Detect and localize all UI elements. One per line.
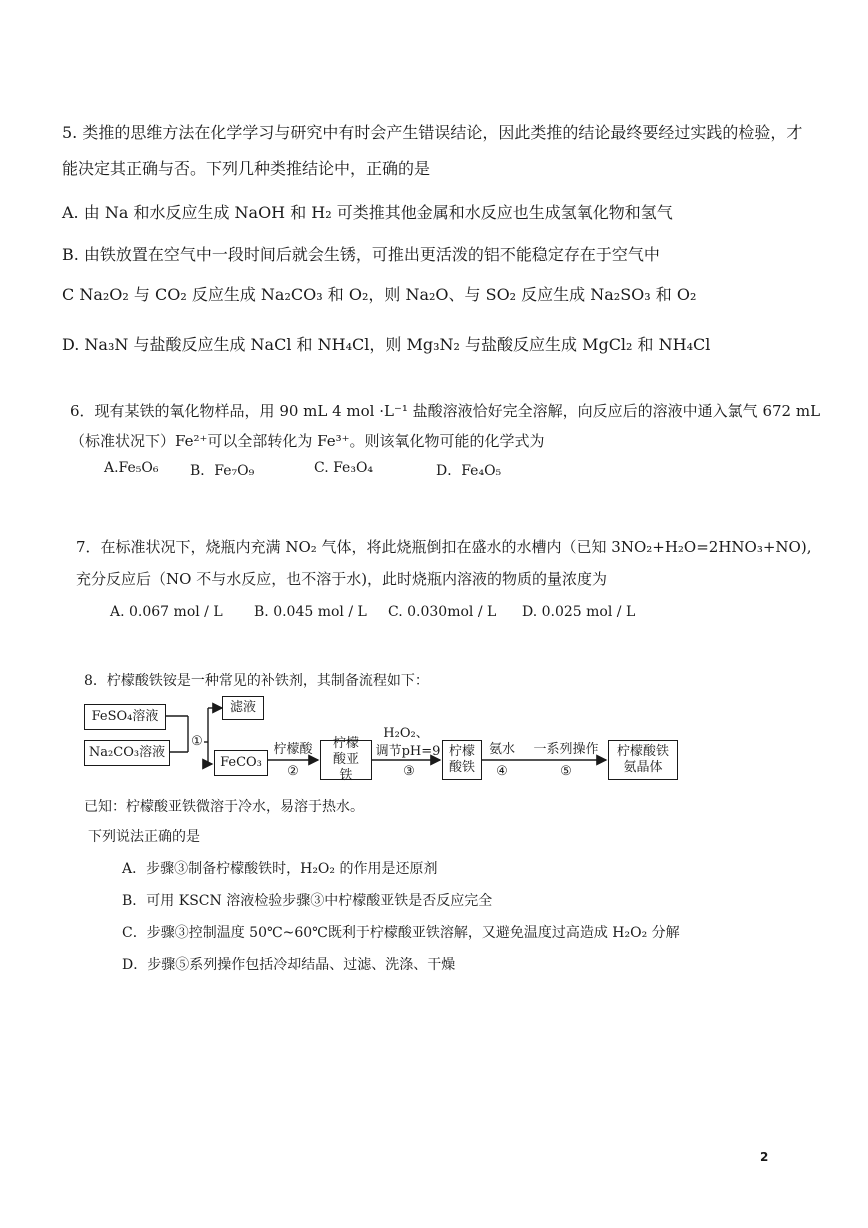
label-step2: ② bbox=[287, 764, 299, 779]
label-series-ops: 一系列操作 bbox=[533, 742, 599, 757]
box-feco3: FeCO₃ bbox=[214, 750, 268, 776]
q7-stem-line1: 7．在标准状况下，烧瓶内充满 NO₂ 气体，将此烧瓶倒扣在盛水的水槽内（已知 3NO₂+H₂O=2HNO₃+NO), bbox=[76, 538, 812, 556]
q5-option-d: D. Na₃N 与盐酸反应生成 NaCl 和 NH₄Cl，则 Mg₃N₂ 与盐酸反应生成 MgCl₂ 和 NH₄Cl bbox=[62, 335, 711, 354]
box-feso4-solution: FeSO₄溶液 bbox=[84, 704, 166, 730]
box-filtrate: 滤液 bbox=[222, 696, 264, 720]
q7-option-c: C. 0.030mol / L bbox=[388, 604, 497, 620]
q5-option-b: B. 由铁放置在空气中一段时间后就会生锈，可推出更活泼的铝不能稳定存在于空气中 bbox=[62, 245, 660, 264]
label-citric-acid: 柠檬酸 bbox=[273, 742, 313, 757]
q7-option-d: D. 0.025 mol / L bbox=[522, 604, 636, 620]
q8-known: 已知：柠檬酸亚铁微溶于冷水，易溶于热水。 bbox=[84, 799, 364, 815]
q6-options bbox=[0, 460, 868, 482]
label-step3: ③ bbox=[403, 764, 415, 779]
q5-option-c: C Na₂O₂ 与 CO₂ 反应生成 Na₂CO₃ 和 O₂，则 Na₂O、与 SO₂ 反应生成 Na₂SO₃ 和 O₂ bbox=[62, 285, 697, 304]
label-ammonia: 氨水 bbox=[488, 742, 515, 757]
q5-stem-line2: 能决定其正确与否。下列几种类推结论中，正确的是 bbox=[62, 159, 431, 178]
q6-option-d: D．Fe₄O₅ bbox=[436, 463, 502, 479]
q7-stem-line2: 充分反应后（NO 不与水反应，也不溶于水)，此时烧瓶内溶液的物质的量浓度为 bbox=[76, 570, 608, 588]
q8-option-b: B．可用 KSCN 溶液检验步骤③中柠檬酸亚铁是否反应完全 bbox=[122, 893, 493, 909]
q8-option-a: A．步骤③制备柠檬酸铁时，H₂O₂ 的作用是还原剂 bbox=[122, 861, 438, 877]
q7-options bbox=[0, 604, 868, 626]
label-step5: ⑤ bbox=[560, 764, 572, 779]
box-ferric-citrate: 柠檬酸铁 bbox=[442, 740, 482, 780]
page-number: 2 bbox=[760, 1150, 769, 1164]
label-step1: ① bbox=[191, 734, 203, 749]
q7-option-b: B. 0.045 mol / L bbox=[254, 604, 367, 620]
q7-option-a: A. 0.067 mol / L bbox=[110, 604, 223, 620]
label-reagent3-line1: H₂O₂、 bbox=[383, 726, 429, 741]
q8-stem: 8．柠檬酸铁铵是一种常见的补铁剂，其制备流程如下： bbox=[84, 673, 429, 689]
q6-option-b: B．Fe₇O₉ bbox=[190, 463, 255, 479]
q6-stem-line2: （标准状况下）Fe²⁺可以全部转化为 Fe³⁺。则该氧化物可能的化学式为 bbox=[70, 432, 545, 450]
q8-ask: 下列说法正确的是 bbox=[88, 829, 200, 845]
label-step4: ④ bbox=[496, 764, 508, 779]
q5-stem-line1: 5. 类推的思维方法在化学学习与研究中有时会产生错误结论，因此类推的结论最终要经过实践的检验，才 bbox=[62, 123, 803, 142]
q6-option-a: A.Fe₅O₆ bbox=[104, 460, 159, 476]
q6-stem-line1: 6．现有某铁的氧化物样品，用 90 mL 4 mol ·L⁻¹ 盐酸溶液恰好完全溶解，向反应后的溶液中通入氯气 672 mL bbox=[70, 402, 821, 420]
box-na2co3-solution: Na₂CO₃溶液 bbox=[84, 740, 170, 766]
q8-option-d: D．步骤⑤系列操作包括冷却结晶、过滤、洗涤、干燥 bbox=[122, 957, 456, 973]
box-ferrous-citrate: 柠檬酸亚铁 bbox=[320, 740, 372, 780]
q8-option-c: C．步骤③控制温度 50℃~60℃既利于柠檬酸亚铁溶解，又避免温度过高造成 H₂O₂ 分解 bbox=[122, 925, 680, 941]
q6-option-c: C. Fe₃O₄ bbox=[314, 460, 374, 476]
box-product: 柠檬酸铁氨晶体 bbox=[608, 740, 678, 780]
label-reagent3-line2: 调节pH=9 bbox=[375, 744, 441, 759]
q8-flow-chart bbox=[84, 700, 704, 790]
q5-option-a: A. 由 Na 和水反应生成 NaOH 和 H₂ 可类推其他金属和水反应也生成氢氧化物和氢气 bbox=[62, 203, 673, 222]
